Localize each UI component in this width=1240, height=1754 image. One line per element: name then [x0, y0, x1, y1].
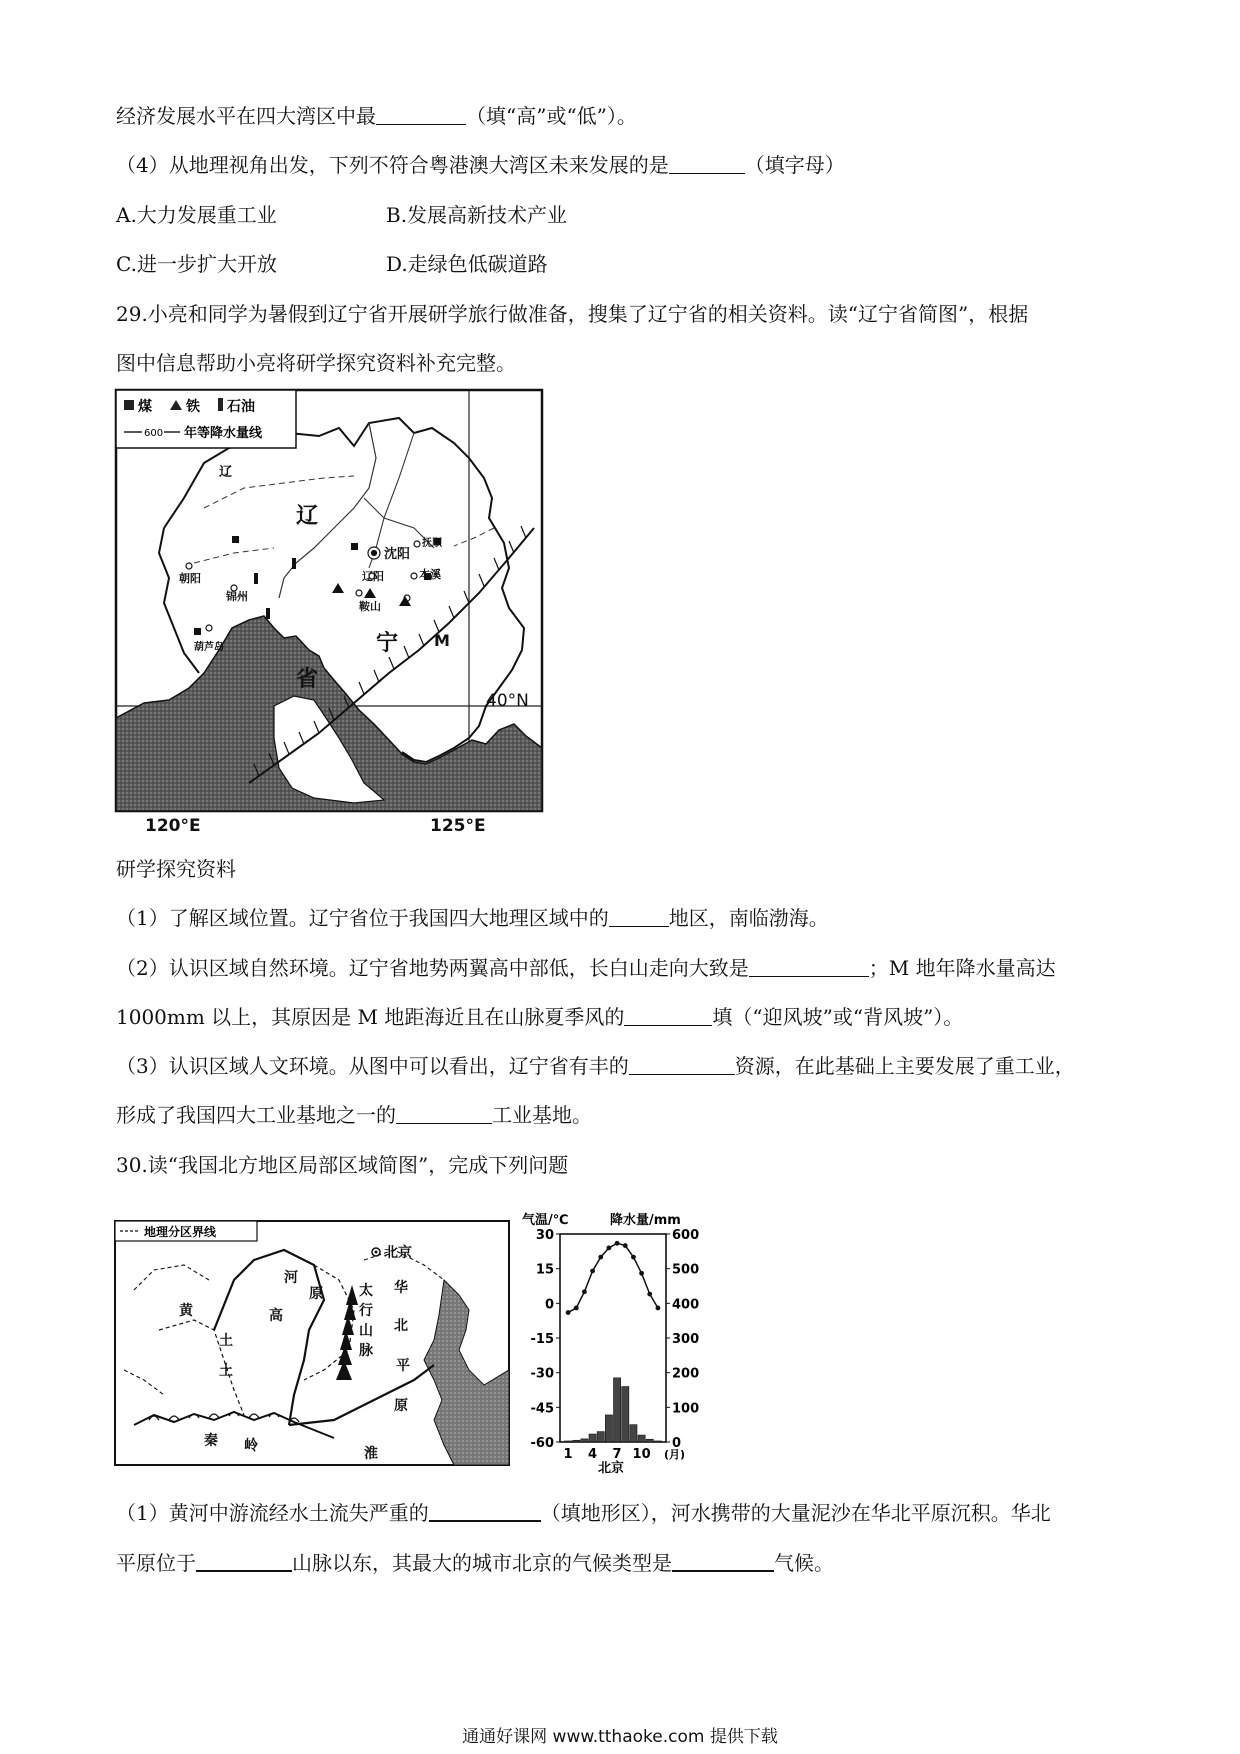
- precip-tick-label: 200: [672, 1366, 700, 1382]
- precip-bar: [589, 1434, 596, 1442]
- answer-blank[interactable]: [429, 1500, 541, 1522]
- map-label-huludao: 葫芦岛: [194, 642, 224, 653]
- q28-options-row2: [116, 249, 548, 279]
- map30-huang: 黄: [179, 1303, 193, 1319]
- q29-sub3-line1: （3）认识区域人文环境。从图中可以看出，辽宁省有丰的 资源，在此基础上主要发展了重工业，: [116, 1054, 1075, 1078]
- answer-blank[interactable]: [672, 1550, 774, 1572]
- temp-tick-label: -15: [530, 1332, 554, 1347]
- temp-point: [639, 1271, 644, 1276]
- precip-tick-label: 300: [672, 1332, 700, 1347]
- map-label-lat: 40°N: [486, 691, 529, 711]
- option-a[interactable]: A.大力发展重工业: [116, 203, 277, 227]
- legend-isohyet-value: 600: [144, 428, 164, 439]
- map30-mai: 脉: [359, 1343, 373, 1359]
- temp-axis-label: 气温/℃: [522, 1213, 569, 1228]
- temp-point: [615, 1241, 620, 1246]
- precip-bar: [622, 1387, 629, 1442]
- legend-isohyet: 年等降水量线: [184, 426, 263, 441]
- q30-sub1-line1: （1）黄河中游流经水土流失严重的 （填地形区），河水携带的大量泥沙在华北平原沉积。华北: [116, 1501, 1051, 1525]
- q29-stem-line1: 29.小亮和同学为暑假到辽宁省开展研学旅行做准备，搜集了辽宁省的相关资料。读“辽宁省简图”，根据: [116, 302, 1029, 326]
- footer: 通通好课网 www.tthaoke.com 提供下载: [462, 1727, 778, 1747]
- temp-tick-label: -30: [530, 1366, 554, 1382]
- q29-section-title: 研学探究资料: [116, 857, 236, 881]
- map-label-anshan: 鞍山: [359, 600, 381, 613]
- temp-point: [656, 1306, 661, 1311]
- map29-lon-right: 125°E: [430, 816, 486, 836]
- map30-tai: 太: [359, 1283, 373, 1299]
- q30-sub1-line2: 平原位于 山脉以东，其最大的城市北京的气候类型是 气候。: [116, 1551, 834, 1575]
- precip-bar: [581, 1439, 588, 1442]
- month-tick-label: 10: [632, 1447, 651, 1462]
- month-tick-label: 1: [563, 1447, 573, 1462]
- answer-blank[interactable]: [749, 956, 869, 977]
- precip-bar: [646, 1439, 653, 1442]
- map30-yuan2: 原: [394, 1398, 408, 1414]
- precip-axis-label: 降水量/mm: [610, 1213, 681, 1228]
- map30-beijing: 北京: [384, 1245, 412, 1261]
- precip-tick-label: 400: [672, 1297, 700, 1313]
- map-label-liao: 辽: [296, 504, 319, 529]
- precip-bar: [614, 1378, 621, 1442]
- legend-iron: 铁: [186, 399, 200, 415]
- map-label-jinzhou: 锦州: [226, 590, 248, 603]
- precip-tick-label: 0: [672, 1436, 682, 1451]
- legend-boundary: 地理分区界线: [144, 1225, 217, 1239]
- q28-line-cont: 经济发展水平在四大湾区中最 （填“高”或“低”）。: [116, 104, 637, 128]
- map-label-liaoyang: 辽阳: [362, 570, 384, 583]
- answer-blank[interactable]: [624, 1005, 712, 1026]
- answer-blank[interactable]: [196, 1550, 292, 1572]
- q29-stem-line2: 图中信息帮助小亮将研学探究资料补充完整。: [116, 351, 516, 375]
- temp-point: [631, 1255, 636, 1260]
- q29-sub2-line2: 1000mm 以上，其原因是 M 地距海近且在山脉夏季风的 填（“迎风坡”或“背风坡”）。: [116, 1005, 964, 1029]
- answer-blank[interactable]: [396, 1103, 492, 1124]
- precip-bar: [573, 1440, 580, 1442]
- option-c[interactable]: C.进一步扩大开放: [116, 252, 277, 276]
- precip-bar: [565, 1441, 572, 1442]
- map-label-shenyang: 沈阳: [384, 547, 411, 562]
- option-b[interactable]: B.发展高新技术产业: [386, 203, 568, 227]
- temp-point: [647, 1292, 652, 1297]
- temp-tick-label: 15: [535, 1262, 554, 1278]
- map30-bei: 北: [394, 1318, 408, 1334]
- temp-point: [590, 1269, 595, 1274]
- q29-sub3-line2: 形成了我国四大工业基地之一的 工业基地。: [116, 1103, 592, 1127]
- map30-yuan: 原: [309, 1286, 323, 1302]
- map29-lon-left: 120°E: [145, 816, 201, 836]
- temp-point: [598, 1255, 603, 1260]
- map30-hua: 华: [394, 1280, 408, 1296]
- q28-sub4: （4）从地理视角出发，下列不符合粤港澳大湾区未来发展的是 （填字母）: [116, 153, 845, 177]
- precip-bar: [654, 1441, 661, 1442]
- answer-blank[interactable]: [376, 104, 466, 125]
- q30-stem: 30.读“我国北方地区局部区域简图”，完成下列问题: [116, 1153, 569, 1177]
- temp-point: [566, 1310, 571, 1315]
- legend-coal: 煤: [138, 399, 152, 415]
- precip-tick-label: 600: [672, 1228, 700, 1243]
- precip-bar: [605, 1415, 612, 1442]
- precip-bar: [597, 1432, 604, 1442]
- temp-tick-label: 30: [535, 1228, 554, 1243]
- q29-sub1: （1）了解区域位置。辽宁省位于我国四大地理区域中的 地区，南临渤海。: [116, 906, 829, 930]
- temp-point: [582, 1289, 587, 1294]
- liaoning-map: [114, 388, 544, 813]
- map30-ling: 岭: [244, 1438, 258, 1454]
- temp-point: [623, 1243, 628, 1248]
- map30-shan: 山: [359, 1323, 373, 1339]
- map-label-sheng: 省: [296, 667, 319, 692]
- q28-options-row1: [116, 200, 567, 230]
- map-label-fushun: 抚顺: [422, 538, 442, 549]
- north-china-map: [114, 1220, 510, 1466]
- beijing-climate-chart: [520, 1210, 712, 1475]
- answer-blank[interactable]: [629, 1054, 735, 1075]
- map-label-m: M: [434, 631, 450, 650]
- map30-gao: 高: [269, 1308, 283, 1324]
- map30-ping: 平: [396, 1358, 410, 1374]
- precip-tick-label: 100: [672, 1401, 700, 1417]
- temp-tick-label: 0: [544, 1297, 554, 1313]
- temp-point: [607, 1245, 612, 1250]
- map30-huai: 淮: [364, 1446, 378, 1462]
- map30-lu: 土: [219, 1363, 233, 1379]
- climate-station-label: 北京: [598, 1461, 625, 1475]
- map30-qin: 秦: [204, 1433, 218, 1449]
- map-label-ning: 宁: [376, 631, 399, 656]
- legend-oil: 石油: [227, 399, 255, 415]
- answer-blank[interactable]: [609, 906, 669, 927]
- answer-blank[interactable]: [669, 153, 745, 174]
- map30-tu: 土: [219, 1333, 233, 1349]
- temp-tick-label: -60: [530, 1436, 554, 1451]
- map-label-benxi: 本溪: [419, 568, 441, 581]
- month-tick-label: 4: [588, 1447, 598, 1462]
- option-d[interactable]: D.走绿色低碳道路: [386, 252, 548, 276]
- precip-bar: [638, 1435, 645, 1442]
- precip-bar: [630, 1425, 637, 1442]
- map30-he: 河: [284, 1270, 298, 1286]
- map-label-chaoyang: 朝阳: [179, 572, 201, 585]
- month-tick-label: 7: [612, 1447, 622, 1462]
- q29-sub2-line1: （2）认识区域自然环境。辽宁省地势两翼高中部低，长白山走向大致是 ；M 地年降水量高达: [116, 956, 1056, 980]
- month-unit-label: (月): [664, 1448, 686, 1461]
- map-label-liao-river: 辽: [219, 465, 233, 480]
- temp-tick-label: -45: [530, 1401, 554, 1417]
- temp-point: [574, 1306, 579, 1311]
- map30-hang: 行: [359, 1303, 373, 1319]
- precip-tick-label: 500: [672, 1262, 700, 1278]
